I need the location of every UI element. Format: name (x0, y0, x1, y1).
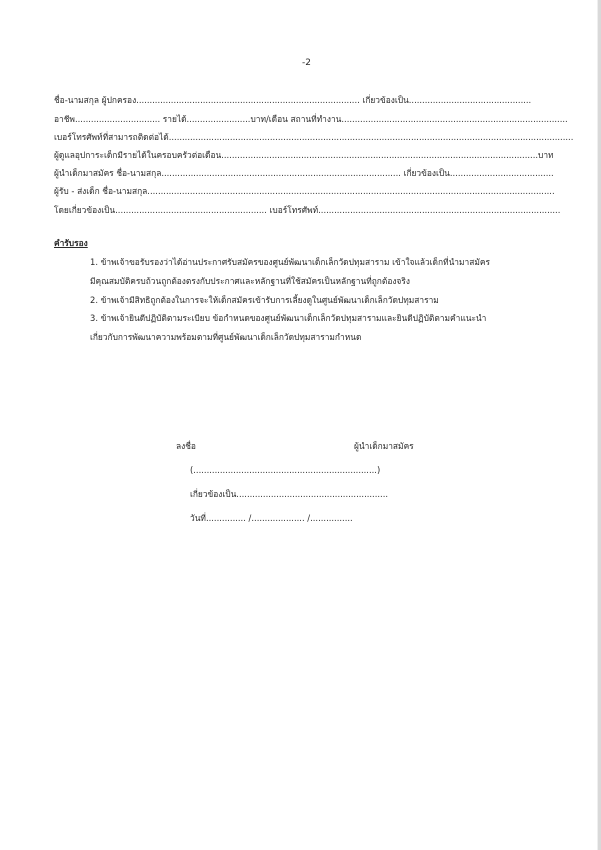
form-row-pickup-relation: โดยเกี่ยวข้องเป็น......................................................... เบอร์โทรศัพท์........................................................................................... (54, 205, 561, 215)
form-row-guardian-name: ชื่อ-นามสกุล ผู้ปกครอง.................................................................................... เกี่ยวข้องเป็น.............................................. (54, 95, 532, 105)
form-row-occupation-income: อาชีพ................................ รายได้........................บาท/เดือน สถานที่ทำงาน..................................................................................... (54, 114, 568, 124)
sign-name-line: (.....................................................................) (190, 465, 381, 475)
pledge-item-3-line-1: 3. ข้าพเจ้ายินดีปฏิบัติตามระเบียบ ข้อกำหนดของศูนย์พัฒนาเด็กเล็กวัดปทุมสารามและยินดีปฏิบัติตามคำแนะนำ (90, 313, 487, 323)
pledge-item-2: 2. ข้าพเจ้ามีสิทธิถูกต้องในการจะให้เด็กสมัครเข้ารับการเลี้ยงดูในศูนย์พัฒนาเด็กเล็กวัดปทุมสาราม (90, 295, 439, 305)
form-row-pickup-name: ผู้รับ - ส่งเด็ก ชื่อ-นามสกุล......................................................................................................................................................... (54, 186, 555, 196)
pledge-item-1-line-2: มีคุณสมบัติครบถ้วนถูกต้องตรงกับประกาศและหลักฐานที่ใช้สมัครเป็นหลักฐานที่ถูกต้องจริง (90, 276, 410, 286)
sign-relation-line: เกี่ยวข้องเป็น......................................................... (190, 489, 389, 499)
pledge-item-3-line-2: เกี่ยวกับการพัฒนาความพร้อมตามที่ศูนย์พัฒนาเด็กเล็กวัดปทุมสารามกำหนด (90, 332, 362, 342)
sign-date-line: วันที่............... /.................... /................ (190, 513, 353, 523)
form-row-applicant-name: ผู้นำเด็กมาสมัคร ชื่อ-นามสกุล.......................................................................................... เกี่ยวข้องเป็น....................................... (54, 168, 554, 178)
sign-label: ลงชื่อ (176, 441, 196, 451)
sign-role-label: ผู้นำเด็กมาสมัคร (354, 441, 414, 451)
pledge-heading: คำรับรอง (54, 238, 88, 248)
form-row-contact-phone: เบอร์โทรศัพท์ที่สามารถติดต่อได้........................................................................................................................................................ (54, 132, 574, 142)
form-row-family-income: ผู้ดูแลอุปการะเด็กมีรายได้ในครอบครัวต่อเดือน.......................................................................................................................บาท (54, 150, 554, 160)
pledge-item-1-line-1: 1. ข้าพเจ้าขอรับรองว่าได้อ่านประกาศรับสมัครของศูนย์พัฒนาเด็กเล็กวัดปทุมสาราม เข้าใจแล้วเด็กที่นำมาสมัคร (90, 257, 490, 267)
scan-edge-shadow (597, 0, 598, 850)
page-number: -2 (302, 58, 311, 68)
